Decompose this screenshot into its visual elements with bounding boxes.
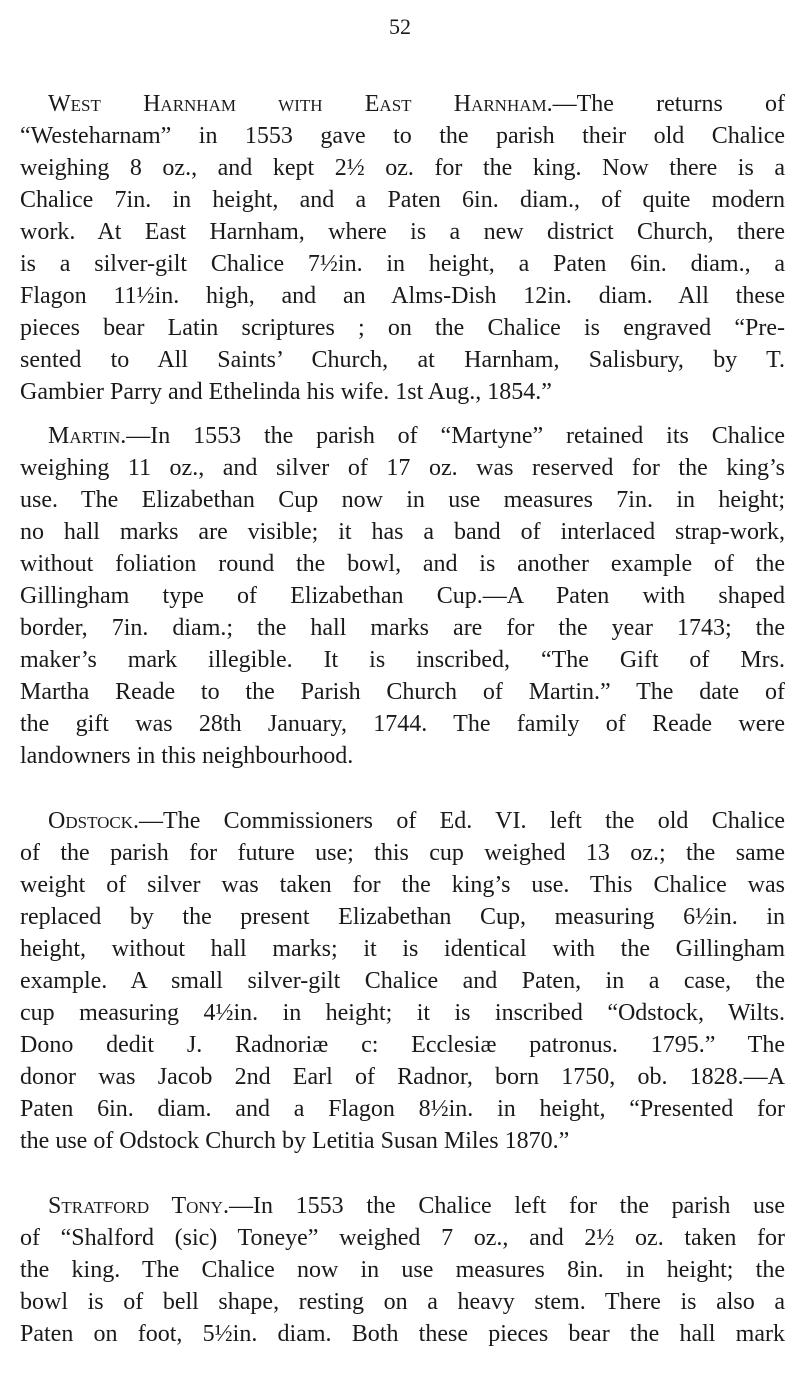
line-text: of “Shalford (sic) Toneye” weighed 7 oz., and 2½ oz. taken for <box>20 1225 785 1251</box>
line-text: cup measuring 4½in. in height; it is inscribed “Odstock, Wilts. <box>20 1000 785 1026</box>
line-text: the use of Odstock Church by Letitia Susan Miles 1870.” <box>20 1128 570 1154</box>
text-line <box>20 120 785 152</box>
line-text: maker’s mark illegible. It is inscribed, “The Gift of Mrs. <box>20 647 785 673</box>
line-text: Chalice 7in. in height, and a Paten 6in. diam., of quite modern <box>20 187 785 213</box>
line-text: weighing 8 oz., and kept 2½ oz. for the king. Now there is a <box>20 155 785 181</box>
line-text: donor was Jacob 2nd Earl of Radnor, born 1750, ob. 1828.—A <box>20 1064 785 1090</box>
line-text: Paten on foot, 5½in. diam. Both these pieces bear the hall mark <box>20 1321 785 1347</box>
line-text: landowners in this neighbourhood. <box>20 743 354 769</box>
text-line <box>20 516 785 548</box>
line-text: height, without hall marks; it is identical with the Gillingham <box>20 936 785 962</box>
text-line <box>20 152 785 184</box>
text-line <box>20 676 785 708</box>
line-text: Paten 6in. diam. and a Flagon 8½in. in height, “Presented for <box>20 1096 785 1122</box>
text-line <box>20 248 785 280</box>
line-text: replaced by the present Elizabethan Cup, measuring 6½in. in <box>20 904 785 930</box>
paragraph <box>20 1190 785 1350</box>
text-line <box>20 869 785 901</box>
line-text: —The returns of <box>552 91 786 117</box>
text-line <box>20 612 785 644</box>
text-line <box>20 933 785 965</box>
line-text: the king. The Chalice now in use measures 8in. in height; the <box>20 1257 785 1283</box>
line-text: —In 1553 the Chalice left for the parish use <box>228 1193 785 1219</box>
text-line <box>20 1318 785 1350</box>
text-line <box>20 452 785 484</box>
text-line <box>20 1125 785 1157</box>
line-text: —The Commissioners of Ed. VI. left the old Chalice <box>139 808 785 834</box>
text-line <box>20 580 785 612</box>
text-line <box>20 965 785 997</box>
line-text: Dono dedit J. Radnoriæ c: Ecclesiæ patronus. 1795.” The <box>20 1032 785 1058</box>
line-text: example. A small silver-gilt Chalice and Paten, in a case, the <box>20 968 785 994</box>
text-line <box>20 1029 785 1061</box>
line-text: pieces bear Latin scriptures ; on the Chalice is engraved “Pre- <box>20 315 785 341</box>
page-number: 52 <box>389 14 411 39</box>
text-line <box>20 837 785 869</box>
text-line <box>20 740 785 772</box>
line-text: sented to All Saints’ Church, at Harnham, Salisbury, by T. <box>20 347 785 373</box>
text-line <box>20 708 785 740</box>
line-text: Martha Reade to the Parish Church of Martin.” The date of <box>20 679 785 705</box>
text-line <box>20 1286 785 1318</box>
text-line <box>20 901 785 933</box>
paragraph-heading: West Harnham with East Harnham. <box>48 91 553 117</box>
line-text: border, 7in. diam.; the hall marks are for the year 1743; the <box>20 615 785 641</box>
line-text: without foliation round the bowl, and is another example of the <box>20 551 785 577</box>
paragraph <box>20 805 785 1157</box>
line-text: of the parish for future use; this cup weighed 13 oz.; the same <box>20 840 785 866</box>
text-line <box>20 216 785 248</box>
line-text: Gambier Parry and Ethelinda his wife. 1st Aug., 1854.” <box>20 379 552 405</box>
text-line <box>20 88 785 120</box>
text-line <box>20 344 785 376</box>
line-text: weight of silver was taken for the king’s use. This Chalice was <box>20 872 785 898</box>
line-text: the gift was 28th January, 1744. The family of Reade were <box>20 711 785 737</box>
text-line <box>20 280 785 312</box>
paragraph <box>20 88 785 408</box>
text-line <box>20 312 785 344</box>
text-line <box>20 420 785 452</box>
text-line <box>20 548 785 580</box>
text-line <box>20 376 785 408</box>
line-text: work. At East Harnham, where is a new district Church, there <box>20 219 785 245</box>
line-text: use. The Elizabethan Cup now in use measures 7in. in height; <box>20 487 785 513</box>
text-line <box>20 184 785 216</box>
line-text: —In 1553 the parish of “Martyne” retained its Chalice <box>126 423 785 449</box>
text-line <box>20 644 785 676</box>
text-line <box>20 1061 785 1093</box>
paragraph-heading: Stratford Tony. <box>48 1193 229 1219</box>
text-line <box>20 997 785 1029</box>
text-line <box>20 1190 785 1222</box>
line-text: weighing 11 oz., and silver of 17 oz. was reserved for the king’s <box>20 455 785 481</box>
paragraph-heading: Martin. <box>48 423 127 449</box>
text-line <box>20 1222 785 1254</box>
text-line <box>20 1254 785 1286</box>
line-text: “Westeharnam” in 1553 gave to the parish their old Chalice <box>20 123 785 149</box>
paragraph <box>20 420 785 772</box>
line-text: Flagon 11½in. high, and an Alms-Dish 12in. diam. All these <box>20 283 785 309</box>
line-text: is a silver-gilt Chalice 7½in. in height, a Paten 6in. diam., a <box>20 251 785 277</box>
text-line <box>20 484 785 516</box>
line-text: bowl is of bell shape, resting on a heavy stem. There is also a <box>20 1289 785 1315</box>
paragraph-heading: Odstock. <box>48 808 140 834</box>
text-line <box>20 1093 785 1125</box>
line-text: no hall marks are visible; it has a band of interlaced strap-work, <box>20 519 785 545</box>
line-text: Gillingham type of Elizabethan Cup.—A Paten with shaped <box>20 583 785 609</box>
text-line <box>20 805 785 837</box>
